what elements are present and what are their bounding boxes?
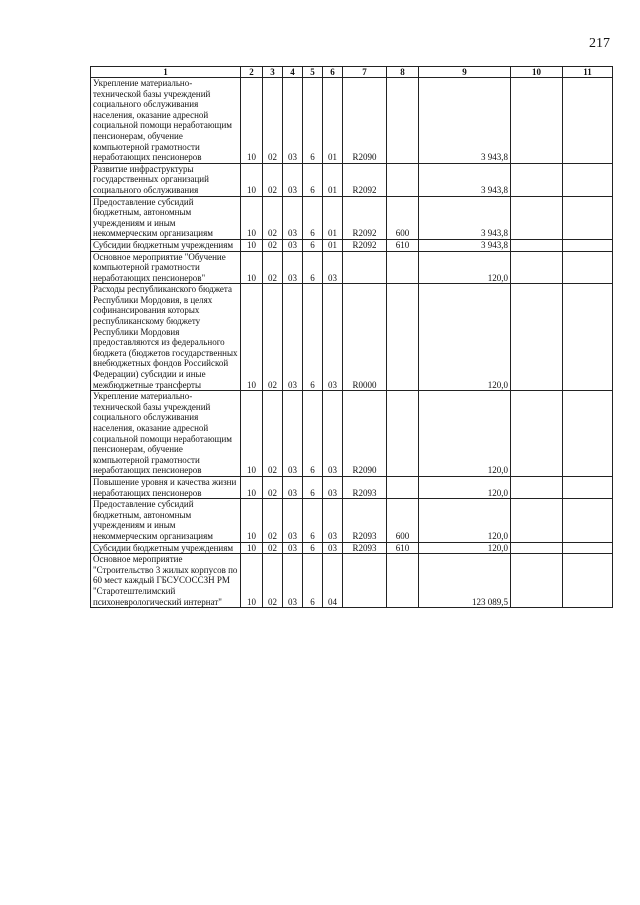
- target-article-cell: R2090: [343, 391, 387, 477]
- column-11-cell: [563, 476, 613, 498]
- expense-type-cell: [387, 78, 419, 164]
- subsection-code-cell: 02: [263, 78, 283, 164]
- header-cell-9: 9: [419, 67, 511, 78]
- header-cell-2: 2: [241, 67, 263, 78]
- subprogram-code-cell: 6: [303, 239, 323, 251]
- program-code-cell: 03: [283, 554, 303, 608]
- row-name-cell: Основное мероприятие "Строительство 3 жилых корпусов по 60 мест каждый ГБСУСОССЗН РМ "Старотештелимский психоневрологический интернат": [91, 554, 241, 608]
- amount-cell: 3 943,8: [419, 78, 511, 164]
- header-cell-8: 8: [387, 67, 419, 78]
- subsection-code-cell: 02: [263, 163, 283, 196]
- row-name-cell: Укрепление материально-технической базы учреждений социального обслуживания населения, оказание адресной социальной помощи неработающим пенсионерам, обучение компьютерной грамотности неработающих пенсионеров: [91, 78, 241, 164]
- row-name-cell: Развитие инфраструктуры государственных организаций социального обслуживания: [91, 163, 241, 196]
- amount-cell: 120,0: [419, 499, 511, 542]
- subsection-code-cell: 02: [263, 554, 283, 608]
- expense-type-cell: [387, 251, 419, 284]
- column-11-cell: [563, 239, 613, 251]
- amount-cell: 3 943,8: [419, 196, 511, 239]
- column-11-cell: [563, 284, 613, 391]
- target-article-cell: R2093: [343, 476, 387, 498]
- target-article-cell: R2093: [343, 542, 387, 554]
- table-row: [91, 391, 613, 477]
- header-row: [91, 67, 613, 78]
- measure-code-cell: 03: [323, 499, 343, 542]
- subsection-code-cell: 02: [263, 284, 283, 391]
- header-cell-1: 1: [91, 67, 241, 78]
- page-number: 217: [589, 36, 610, 51]
- subprogram-code-cell: 6: [303, 163, 323, 196]
- column-11-cell: [563, 163, 613, 196]
- header-cell-6: 6: [323, 67, 343, 78]
- subprogram-code-cell: 6: [303, 542, 323, 554]
- program-code-cell: 03: [283, 499, 303, 542]
- program-code-cell: 03: [283, 476, 303, 498]
- program-code-cell: 03: [283, 239, 303, 251]
- table-row: [91, 542, 613, 554]
- program-code-cell: 03: [283, 542, 303, 554]
- target-article-cell: [343, 251, 387, 284]
- measure-code-cell: 03: [323, 476, 343, 498]
- program-code-cell: 03: [283, 391, 303, 477]
- section-code-cell: 10: [241, 499, 263, 542]
- header-cell-3: 3: [263, 67, 283, 78]
- column-11-cell: [563, 499, 613, 542]
- subprogram-code-cell: 6: [303, 499, 323, 542]
- subsection-code-cell: 02: [263, 476, 283, 498]
- expense-type-cell: [387, 476, 419, 498]
- row-name-cell: Повышение уровня и качества жизни неработающих пенсионеров: [91, 476, 241, 498]
- header-cell-4: 4: [283, 67, 303, 78]
- expense-type-cell: 610: [387, 239, 419, 251]
- header-cell-5: 5: [303, 67, 323, 78]
- target-article-cell: [343, 554, 387, 608]
- header-cell-11: 11: [563, 67, 613, 78]
- column-11-cell: [563, 542, 613, 554]
- column-10-cell: [511, 476, 563, 498]
- target-article-cell: R2092: [343, 163, 387, 196]
- target-article-cell: R0000: [343, 284, 387, 391]
- section-code-cell: 10: [241, 391, 263, 477]
- measure-code-cell: 03: [323, 542, 343, 554]
- table-row: [91, 499, 613, 542]
- column-11-cell: [563, 78, 613, 164]
- program-code-cell: 03: [283, 251, 303, 284]
- measure-code-cell: 01: [323, 196, 343, 239]
- column-10-cell: [511, 239, 563, 251]
- measure-code-cell: 01: [323, 239, 343, 251]
- amount-cell: 120,0: [419, 391, 511, 477]
- amount-cell: 3 943,8: [419, 163, 511, 196]
- expense-type-cell: [387, 284, 419, 391]
- section-code-cell: 10: [241, 196, 263, 239]
- subsection-code-cell: 02: [263, 196, 283, 239]
- program-code-cell: 03: [283, 284, 303, 391]
- section-code-cell: 10: [241, 251, 263, 284]
- table-row: [91, 251, 613, 284]
- target-article-cell: R2093: [343, 499, 387, 542]
- amount-cell: 123 089,5: [419, 554, 511, 608]
- amount-cell: 120,0: [419, 284, 511, 391]
- column-11-cell: [563, 391, 613, 477]
- column-10-cell: [511, 78, 563, 164]
- subsection-code-cell: 02: [263, 542, 283, 554]
- table-row: [91, 476, 613, 498]
- row-name-cell: Предоставление субсидий бюджетным, автономным учреждениям и иным некоммерческим организациям: [91, 196, 241, 239]
- row-name-cell: Субсидии бюджетным учреждениям: [91, 239, 241, 251]
- subsection-code-cell: 02: [263, 391, 283, 477]
- target-article-cell: R2090: [343, 78, 387, 164]
- column-10-cell: [511, 284, 563, 391]
- table-body: [91, 78, 613, 608]
- budget-table: [90, 66, 613, 608]
- subsection-code-cell: 02: [263, 499, 283, 542]
- subprogram-code-cell: 6: [303, 284, 323, 391]
- table-row: [91, 163, 613, 196]
- section-code-cell: 10: [241, 476, 263, 498]
- expense-type-cell: [387, 163, 419, 196]
- column-10-cell: [511, 251, 563, 284]
- measure-code-cell: 03: [323, 251, 343, 284]
- amount-cell: 120,0: [419, 476, 511, 498]
- column-11-cell: [563, 196, 613, 239]
- subprogram-code-cell: 6: [303, 78, 323, 164]
- subprogram-code-cell: 6: [303, 476, 323, 498]
- column-10-cell: [511, 391, 563, 477]
- column-10-cell: [511, 196, 563, 239]
- row-name-cell: Основное мероприятие "Обучение компьютерной грамотности неработающих пенсионеров": [91, 251, 241, 284]
- expense-type-cell: 600: [387, 196, 419, 239]
- section-code-cell: 10: [241, 78, 263, 164]
- column-10-cell: [511, 554, 563, 608]
- subprogram-code-cell: 6: [303, 554, 323, 608]
- table-row: [91, 284, 613, 391]
- subsection-code-cell: 02: [263, 251, 283, 284]
- target-article-cell: R2092: [343, 196, 387, 239]
- expense-type-cell: [387, 391, 419, 477]
- section-code-cell: 10: [241, 554, 263, 608]
- column-10-cell: [511, 542, 563, 554]
- section-code-cell: 10: [241, 284, 263, 391]
- amount-cell: 3 943,8: [419, 239, 511, 251]
- subprogram-code-cell: 6: [303, 196, 323, 239]
- program-code-cell: 03: [283, 163, 303, 196]
- header-cell-10: 10: [511, 67, 563, 78]
- row-name-cell: Укрепление материально-технической базы учреждений социального обслуживания населения, оказание адресной социальной помощи неработающим пенсионерам, обучение компьютерной грамотности неработающих пенсионеров: [91, 391, 241, 477]
- amount-cell: 120,0: [419, 542, 511, 554]
- expense-type-cell: [387, 554, 419, 608]
- row-name-cell: Предоставление субсидий бюджетным, автономным учреждениям и иным некоммерческим организациям: [91, 499, 241, 542]
- measure-code-cell: 03: [323, 391, 343, 477]
- table-row: [91, 239, 613, 251]
- amount-cell: 120,0: [419, 251, 511, 284]
- column-10-cell: [511, 499, 563, 542]
- program-code-cell: 03: [283, 78, 303, 164]
- header-cell-7: 7: [343, 67, 387, 78]
- measure-code-cell: 04: [323, 554, 343, 608]
- target-article-cell: R2092: [343, 239, 387, 251]
- table-row: [91, 196, 613, 239]
- program-code-cell: 03: [283, 196, 303, 239]
- subprogram-code-cell: 6: [303, 391, 323, 477]
- section-code-cell: 10: [241, 163, 263, 196]
- section-code-cell: 10: [241, 239, 263, 251]
- row-name-cell: Расходы республиканского бюджета Республики Мордовия, в целях софинансирования которых республиканскому бюджету Республики Мордовия предоставляются из федерального бюджета (бюджетов государственных внебюджетных фондов Российской Федерации) субсидии и иные межбюджетные трансферты: [91, 284, 241, 391]
- column-10-cell: [511, 163, 563, 196]
- row-name-cell: Субсидии бюджетным учреждениям: [91, 542, 241, 554]
- table-row: [91, 554, 613, 608]
- measure-code-cell: 03: [323, 284, 343, 391]
- column-11-cell: [563, 251, 613, 284]
- subprogram-code-cell: 6: [303, 251, 323, 284]
- subsection-code-cell: 02: [263, 239, 283, 251]
- measure-code-cell: 01: [323, 78, 343, 164]
- table-row: [91, 78, 613, 164]
- expense-type-cell: 600: [387, 499, 419, 542]
- column-11-cell: [563, 554, 613, 608]
- measure-code-cell: 01: [323, 163, 343, 196]
- section-code-cell: 10: [241, 542, 263, 554]
- expense-type-cell: 610: [387, 542, 419, 554]
